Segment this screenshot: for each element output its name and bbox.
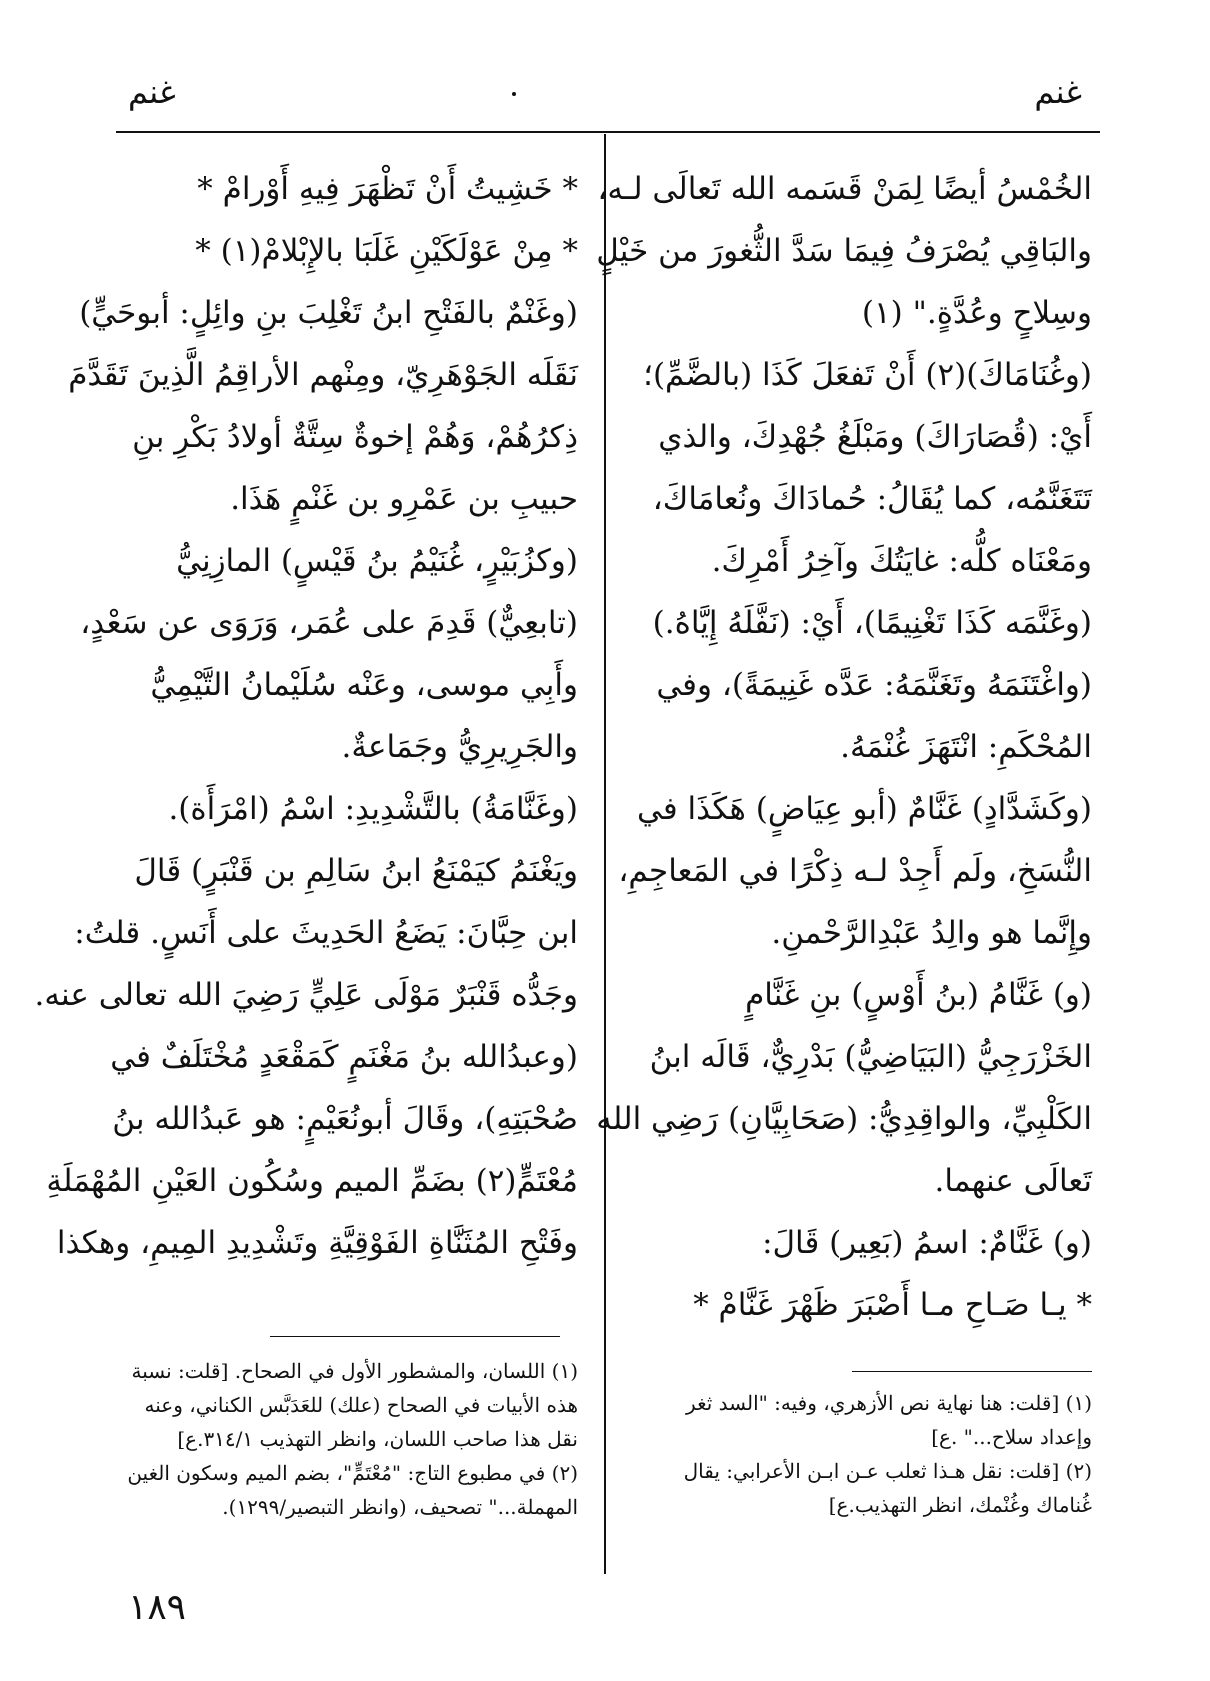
- text-line: صُحْبَتِهِ)، وقَالَ أبونُعَيْمٍ: هو عَبدُالله بنُ: [112, 1101, 578, 1137]
- footnote-line: (١) اللسان، والمشطور الأول في الصحاح. [قلت: نسبة: [131, 1359, 578, 1383]
- footnote-line: وإعداد سلاح..." .ع]: [931, 1425, 1092, 1449]
- footnotes-left: [118, 1354, 578, 1524]
- footnote-line: هذه الأبيات في الصحاح (علك) للعَدَبَّس الكناني، وعنه: [144, 1393, 578, 1417]
- text-line: (وكَشَدَّادٍ) غَنَّامٌ (أبو عِيَاضٍ) هَكَذَا في: [637, 791, 1092, 827]
- text-line: تَعالَى عنهما.: [934, 1163, 1092, 1199]
- text-line: (تابعِيٌّ) قَدِمَ على عُمَر، وَرَوَى عن سَعْدٍ،: [80, 605, 578, 641]
- text-line: الخَزْرَجِيُّ (البَيَاضِيُّ) بَدْرِيٌّ، قَالَه ابنُ: [649, 1039, 1092, 1075]
- text-line: (و) غَنَّامٌ: اسمُ (بَعِير) قَالَ:: [762, 1225, 1092, 1261]
- header-dot: [512, 92, 516, 96]
- footnote-line: غُناماك وغُنْمك، انظر التهذيب.ع]: [828, 1493, 1092, 1517]
- text-line: (وكزُبَيْرٍ، غُنَيْمُ بنُ قَيْسٍ) المازِنِيُّ: [176, 543, 578, 579]
- text-line: المُحْكَمِ: انْتَهَزَ غُنْمَهُ.: [840, 729, 1092, 765]
- text-line: مُعْتَمٍّ(٢) بضَمِّ الميم وسُكُون العَيْنِ المُهْمَلَةِ: [46, 1163, 578, 1199]
- footnotes-right: [614, 1386, 1092, 1522]
- text-line: وسِلاحٍ وعُدَّةٍ." (١): [861, 295, 1092, 331]
- verse-line: * يـا صَـاحِ مـا أَصْبَرَ ظَهْرَ غَنَّامْ *: [693, 1287, 1092, 1323]
- footnote-line: (٢) [قلت: نقل هـذا ثعلب عـن ابـن الأعرابي: يقال: [683, 1459, 1092, 1483]
- footnote-rule-right: [852, 1371, 1092, 1372]
- text-line: النُّسَخِ، ولَم أَجِدْ لـه ذِكْرًا في المَعاجِمِ،: [618, 853, 1092, 889]
- left-column: [34, 158, 578, 1274]
- text-line: وأَبِي موسى، وعَنْه سُلَيْمانُ التَّيْمِيُّ: [150, 667, 578, 703]
- text-line: وفَتْحِ المُثَنَّاةِ الفَوْقِيَّةِ وتَشْدِيدِ المِيمِ، وهكذا: [56, 1225, 578, 1261]
- header-rule: [116, 131, 1100, 133]
- footnote-line: (٢) في مطبوع التاج: "مُعْتَمٍّ"، بضم الميم وسكون الغين: [127, 1461, 578, 1485]
- text-line: نَقَلَه الجَوْهَرِيّ، ومِنْهم الأراقِمُ الَّذِينَ تَقَدَّمَ: [68, 357, 578, 393]
- text-line: وإِنَّما هو والِدُ عَبْدِالرَّحْمنِ.: [771, 915, 1092, 951]
- text-line: (واغْتَنَمَهُ وتَغَنَّمَهُ: عَدَّه غَنِيمَةً)، وفي: [656, 667, 1092, 703]
- text-line: (وغَنَّمَه كَذَا تَغْنِيمًا)، أَيْ: (نَفَّلَهُ إِيَّاهُ.): [652, 605, 1092, 641]
- right-column: [596, 158, 1092, 1336]
- text-line: وجَدُّه قَنْبَرٌ مَوْلَى عَلِيٍّ رَضِيَ الله تعالى عنه.: [34, 977, 578, 1013]
- text-line: ويَغْنَمُ كيَمْنَعُ ابنُ سَالِمِ بن قَنْبَرٍ) قَالَ: [134, 853, 578, 889]
- text-line: الخُمْسُ أيضًا لِمَنْ قَسَمه الله تَعالَى لـه،: [597, 171, 1092, 207]
- page-number: ١٨٩: [128, 1587, 187, 1628]
- text-line: ذِكرُهُمْ، وَهُمْ إخوةٌ سِتَّةٌ أولادُ بَكْرِ بنِ: [132, 419, 578, 455]
- text-line: ومَعْنَاه كلُّه: غايَتُكَ وآخِرُ أَمْرِكَ.: [711, 543, 1092, 579]
- text-line: ابن حِبَّانَ: يَضَعُ الحَدِيثَ على أَنَسٍ. قلتُ:: [74, 915, 578, 951]
- text-line: (و) غَنَّامُ (بنُ أَوْسٍ) بنِ غَنَّامٍ: [745, 977, 1092, 1013]
- text-line: أَيْ: (قُصَارَاكَ) ومَبْلَغُ جُهْدِكَ، والذي: [658, 419, 1092, 455]
- verse-line: * خَشِيتُ أَنْ تَظْهَرَ فِيهِ أَوْرامْ *: [197, 171, 578, 207]
- text-line: والجَرِيرِيُّ وجَمَاعةٌ.: [341, 729, 578, 765]
- running-head-right: غنم: [1034, 73, 1082, 111]
- text-line: (وغُنَامَاكَ)(٢) أَنْ تَفعَلَ كَذَا (بالضَّمِّ)؛: [643, 357, 1092, 393]
- text-line: (وعبدُالله بنُ مَغْنَمٍ كَمَقْعَدٍ مُخْتَلَفٌ في: [110, 1039, 578, 1075]
- text-line: تَتَغَنَّمُه، كما يُقَالُ: حُمادَاكَ ونُعامَاكَ،: [652, 481, 1092, 517]
- running-head-left: غنم: [128, 73, 176, 111]
- text-line: الكَلْبِيِّ، والواقِدِيُّ: (صَحَابِيَّانِ) رَضِي الله: [596, 1101, 1092, 1137]
- verse-line: * مِنْ عَوْلَكَيْنِ غَلَبَا بالإِبْلامْ(١) *: [195, 233, 578, 269]
- footnote-line: نقل هذا صاحب اللسان، وانظر التهذيب ٣١٤/١.ع]: [177, 1427, 578, 1451]
- footnote-line: (١) [قلت: هنا نهاية نص الأزهري، وفيه: "السد ثغر: [686, 1391, 1092, 1415]
- footnote-rule-left: [270, 1336, 560, 1337]
- text-line: (وغَنَّامَةُ) بالتَّشْدِيدِ: اسْمُ (امْرَأَة).: [168, 791, 578, 827]
- text-line: والبَاقِي يُصْرَفُ فِيمَا سَدَّ الثُّغورَ من خَيْلٍ: [596, 233, 1092, 269]
- column-divider: [604, 134, 606, 1574]
- text-line: حبيبِ بن عَمْرِو بن غَنْمٍ هَذَا.: [230, 481, 578, 517]
- text-line: (وغَنْمٌ بالفَتْحِ ابنُ تَغْلِبَ بنِ وائِلٍ: أبوحَيٍّ): [79, 295, 578, 331]
- footnote-line: المهملة..." تصحيف، (وانظر التبصير/١٢٩٩).: [222, 1495, 578, 1519]
